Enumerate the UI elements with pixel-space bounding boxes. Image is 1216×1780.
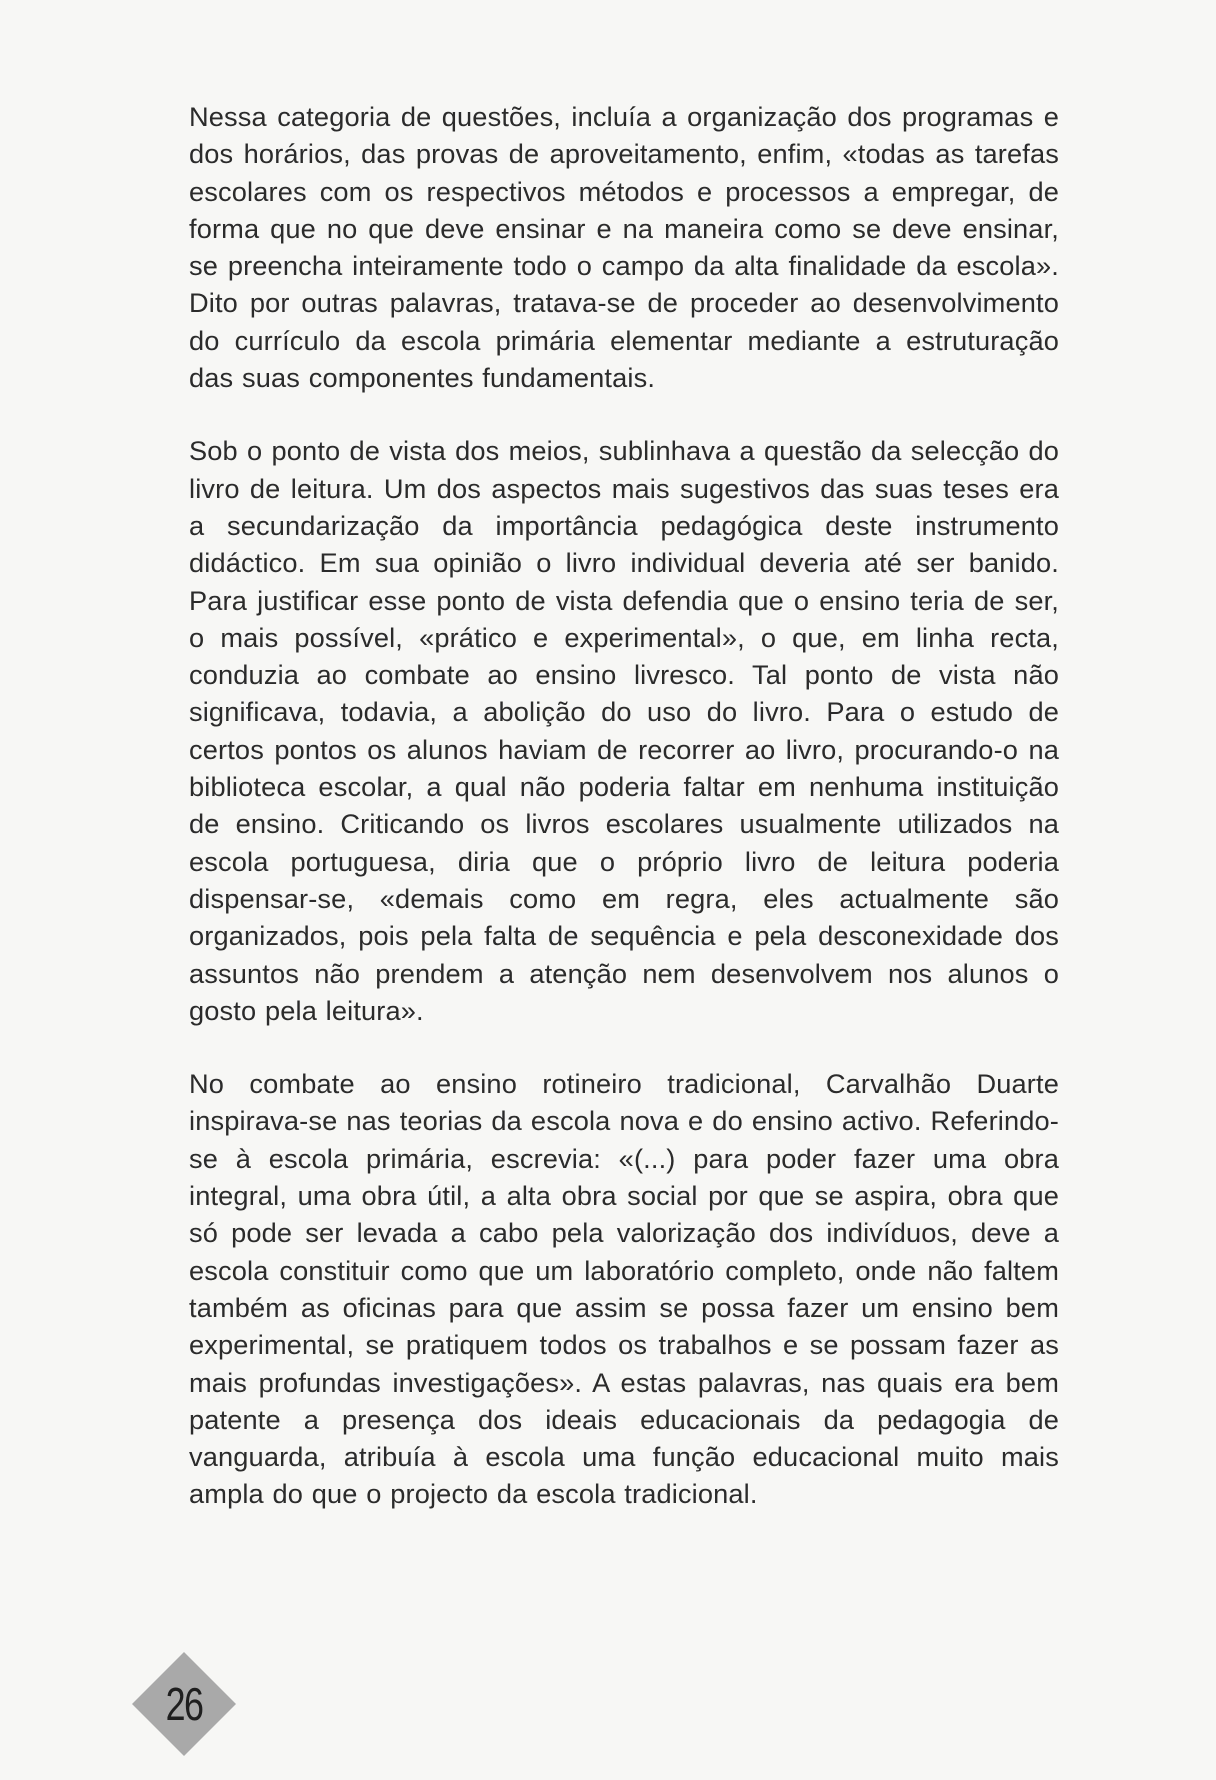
paragraph-1: Nessa categoria de questões, incluía a organização dos programas e dos horários, das provas de aproveitamento, enfim, «todas as tarefas escolares com os respectivos métodos e processos a empregar, de forma que no que deve ensinar e na maneira como se deve ensinar, se preencha inteiramente todo o campo da alta finalidade da escola». Dito por outras palavras, tratava-se de proceder ao desenvolvimento do currículo da escola primária elementar mediante a estruturação das suas componentes fundamentais. [189, 101, 1059, 394]
paragraph-3: No combate ao ensino rotineiro tradicional, Carvalhão Duarte inspirava-se nas teorias da escola nova e do ensino activo. Referindo-se à escola primária, escrevia: «(...) para poder fazer uma obra integral, uma obra útil, a alta obra social por que se aspira, obra que só pode ser levada a cabo pela valorização dos indivíduos, deve a escola constituir como que um laboratório completo, onde não faltem também as oficinas para que assim se possa fazer um ensino bem experimental, se pratiquem todos os trabalhos e se possam fazer as mais profundas investigações». A estas palavras, nas quais era bem patente a presença dos ideais educacionais da pedagogia de vanguarda, atribuía à escola uma função educacional muito mais ampla do que o projecto da escola tradicional. [189, 1068, 1059, 1510]
page-number: 26 [165, 1678, 203, 1730]
body-text [189, 98, 1059, 1549]
page-number-badge [128, 1648, 240, 1760]
paragraph-2: Sob o ponto de vista dos meios, sublinhava a questão da selecção do livro de leitura. Um dos aspectos mais sugestivos das suas teses era a secundarização da importância pedagógica deste instrumento didáctico. Em sua opinião o livro individual deveria até ser banido. Para justificar esse ponto de vista defendia que o ensino teria de ser, o mais possível, «prático e experimental», o que, em linha recta, conduzia ao combate ao ensino livresco. Tal ponto de vista não significava, todavia, a abolição do uso do livro. Para o estudo de certos pontos os alunos haviam de recorrer ao livro, procurando-o na biblioteca escolar, a qual não poderia faltar em nenhuma instituição de ensino. Criticando os livros escolares usualmente utilizados na escola portuguesa, diria que o próprio livro de leitura poderia dispensar-se, «demais como em regra, eles actualmente são organizados, pois pela falta de sequência e pela desconexidade dos assuntos não prendem a atenção nem desenvolvem nos alunos o gosto pela leitura». [189, 435, 1059, 1026]
